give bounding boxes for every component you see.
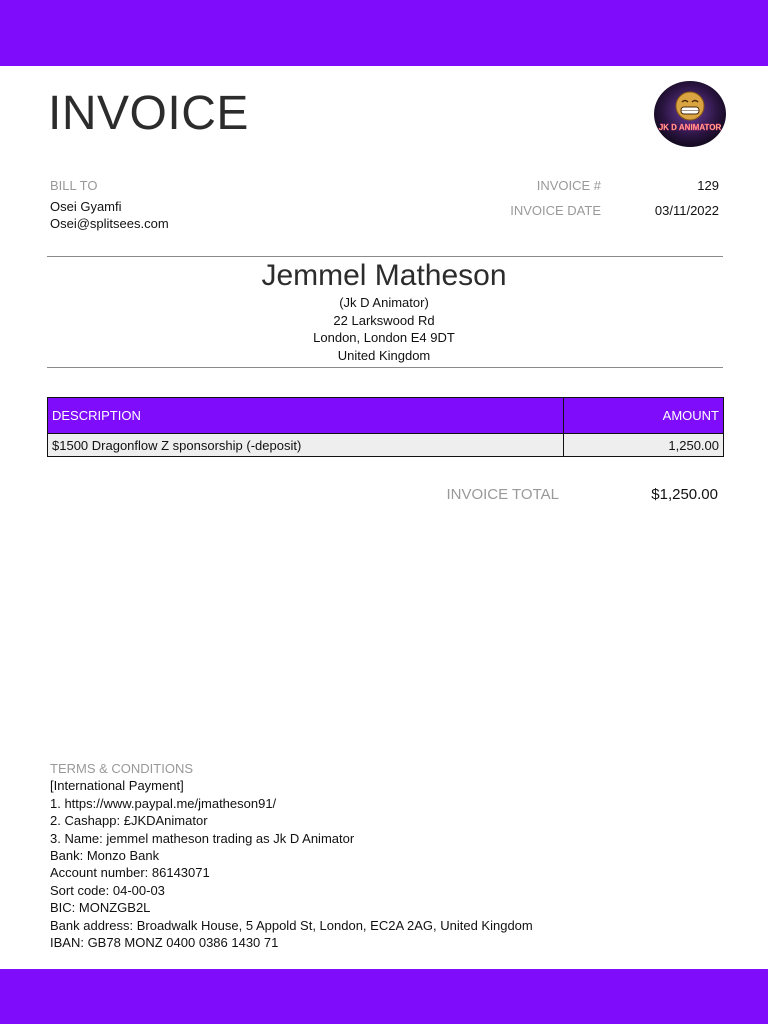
item-amount: 1,250.00 <box>564 434 724 457</box>
terms-line: 3. Name: jemmel matheson trading as Jk D Animator <box>50 830 355 846</box>
bill-to-label: BILL TO <box>50 178 98 193</box>
table-row <box>48 434 724 457</box>
terms-block <box>50 760 533 951</box>
terms-line: 1. https://www.paypal.me/jmatheson91/ <box>50 795 277 811</box>
bill-to-email: Osei@splitsees.com <box>50 216 169 231</box>
item-description: $1500 Dragonflow Z sponsorship (-deposit) <box>48 434 564 457</box>
footer-band <box>0 969 768 1024</box>
terms-line: Bank: Monzo Bank <box>50 848 160 864</box>
terms-line: BIC: MONZGB2L <box>50 900 151 916</box>
description-header: DESCRIPTION <box>48 398 564 434</box>
terms-line: IBAN: GB78 MONZ 0400 0386 1430 71 <box>50 935 279 951</box>
terms-line: 2. Cashapp: £JKDAnimator <box>50 813 208 829</box>
amount-header: AMOUNT <box>564 398 724 434</box>
divider <box>47 256 723 257</box>
bill-to-name: Osei Gyamfi <box>50 199 122 214</box>
sender-street: 22 Larkswood Rd <box>333 312 435 328</box>
sender-block <box>0 258 768 364</box>
invoice-date-label: INVOICE DATE <box>510 203 601 218</box>
terms-line: Account number: 86143071 <box>50 865 210 881</box>
sender-trading-name: (Jk D Animator) <box>339 295 429 310</box>
sender-city: London, London E4 9DT <box>313 330 455 345</box>
line-items-table <box>47 397 724 457</box>
header-band <box>0 0 768 66</box>
terms-line: Sort code: 04-00-03 <box>50 882 165 898</box>
invoice-number: 129 <box>697 178 719 193</box>
invoice-date: 03/11/2022 <box>654 203 719 218</box>
company-logo <box>654 81 726 147</box>
table-header-row <box>48 398 724 434</box>
terms-line: [International Payment] <box>50 778 184 794</box>
divider <box>47 367 723 368</box>
terms-label: TERMS & CONDITIONS <box>50 761 194 776</box>
grinning-face-icon <box>676 92 704 120</box>
sender-country: United Kingdom <box>337 347 431 363</box>
terms-line: Bank address: Broadwalk House, 5 Appold St, London, EC2A 2AG, United Kingdom <box>50 917 533 933</box>
invoice-number-label: INVOICE # <box>536 178 601 193</box>
page-title: INVOICE <box>48 87 249 140</box>
invoice-total-label: INVOICE TOTAL <box>446 486 559 503</box>
invoice-total-value: $1,250.00 <box>651 486 718 503</box>
logo-text: JK D ANIMATOR <box>658 123 722 132</box>
sender-name: Jemmel Matheson <box>261 259 507 292</box>
